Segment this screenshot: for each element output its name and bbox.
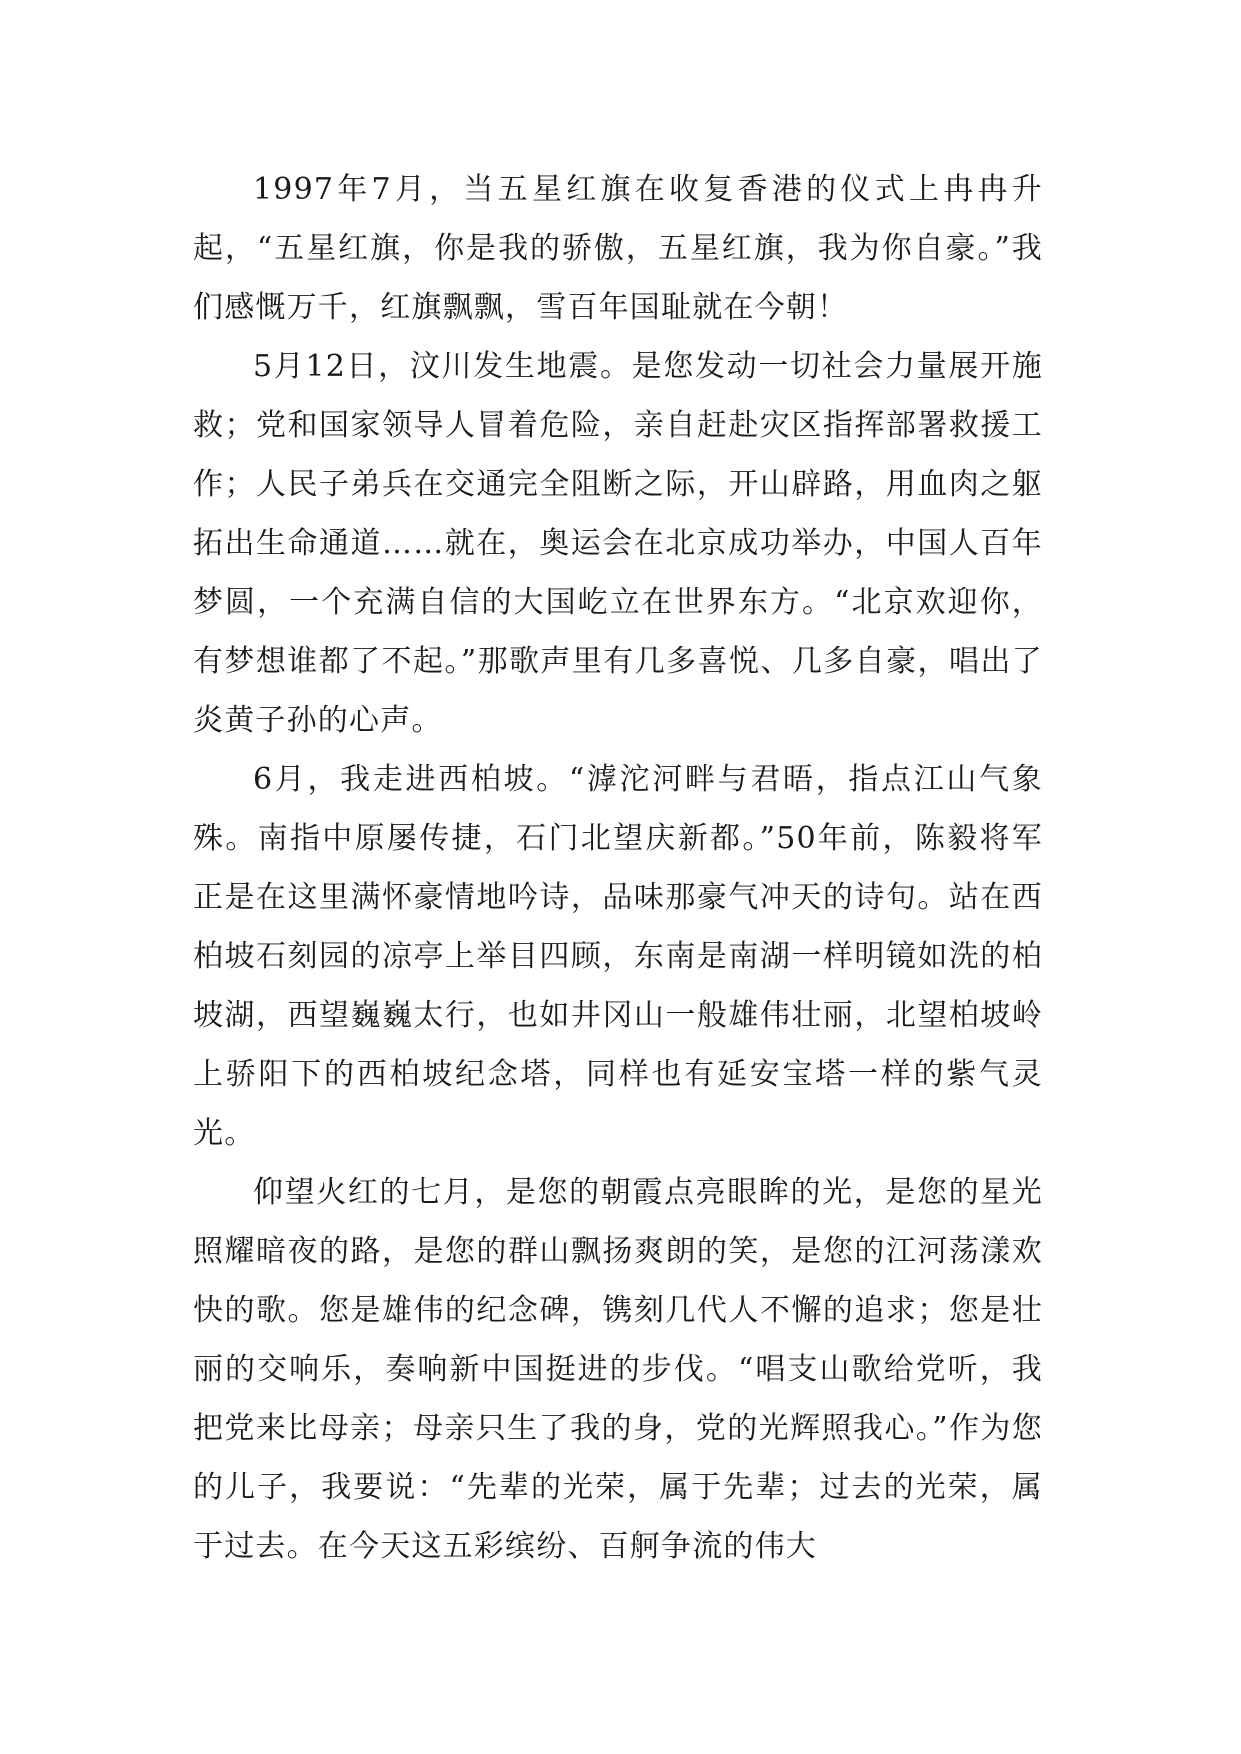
paragraph-hong-kong-1997: 1997年7月，当五星红旗在收复香港的仪式上冉冉升起，“五星红旗，你是我的骄傲，五星红旗，我为你自豪。”我们感慨万千，红旗飘飘，雪百年国耻就在今朝！	[193, 172, 1043, 325]
paragraph-july-tribute: 仰望火红的七月，是您的朝霞点亮眼眸的光，是您的星光照耀暗夜的路，是您的群山飘扬爽朗的笑，是您的江河荡漾欢快的歌。您是雄伟的纪念碑，镌刻几代人不懈的追求；您是壮丽的交响乐，奏响新中国挺进的步伐。“唱支山歌给党听，我把党来比母亲；母亲只生了我的身，党的光辉照我心。”作为您的儿子，我要说：“先辈的光荣，属于先辈；过去的光荣，属于过去。在今天这五彩缤纷、百舸争流的伟大	[193, 1175, 1043, 1564]
paragraph-xibaipo: 6月，我走进西柏坡。“滹沱河畔与君晤，指点江山气象殊。南指中原屡传捷，石门北望庆新都。”50年前，陈毅将军正是在这里满怀豪情地吟诗，品味那豪气冲天的诗句。站在西柏坡石刻园的凉亭上举目四顾，东南是南湖一样明镜如洗的柏坡湖，西望巍巍太行，也如井冈山一般雄伟壮丽，北望柏坡岭上骄阳下的西柏坡纪念塔，同样也有延安宝塔一样的紫气灵光。	[193, 762, 1043, 1151]
paragraph-wenchuan-olympics: 5月12日，汶川发生地震。是您发动一切社会力量展开施救；党和国家领导人冒着危险，亲自赶赴灾区指挥部署救援工作；人民子弟兵在交通完全阻断之际，开山辟路，用血肉之躯拓出生命通道……就在，奥运会在北京成功举办，中国人百年梦圆，一个充满自信的大国屹立在世界东方。“北京欢迎你，有梦想谁都了不起。”那歌声里有几多喜悦、几多自豪，唱出了炎黄子孙的心声。	[193, 349, 1043, 738]
document-body	[193, 160, 1043, 1576]
